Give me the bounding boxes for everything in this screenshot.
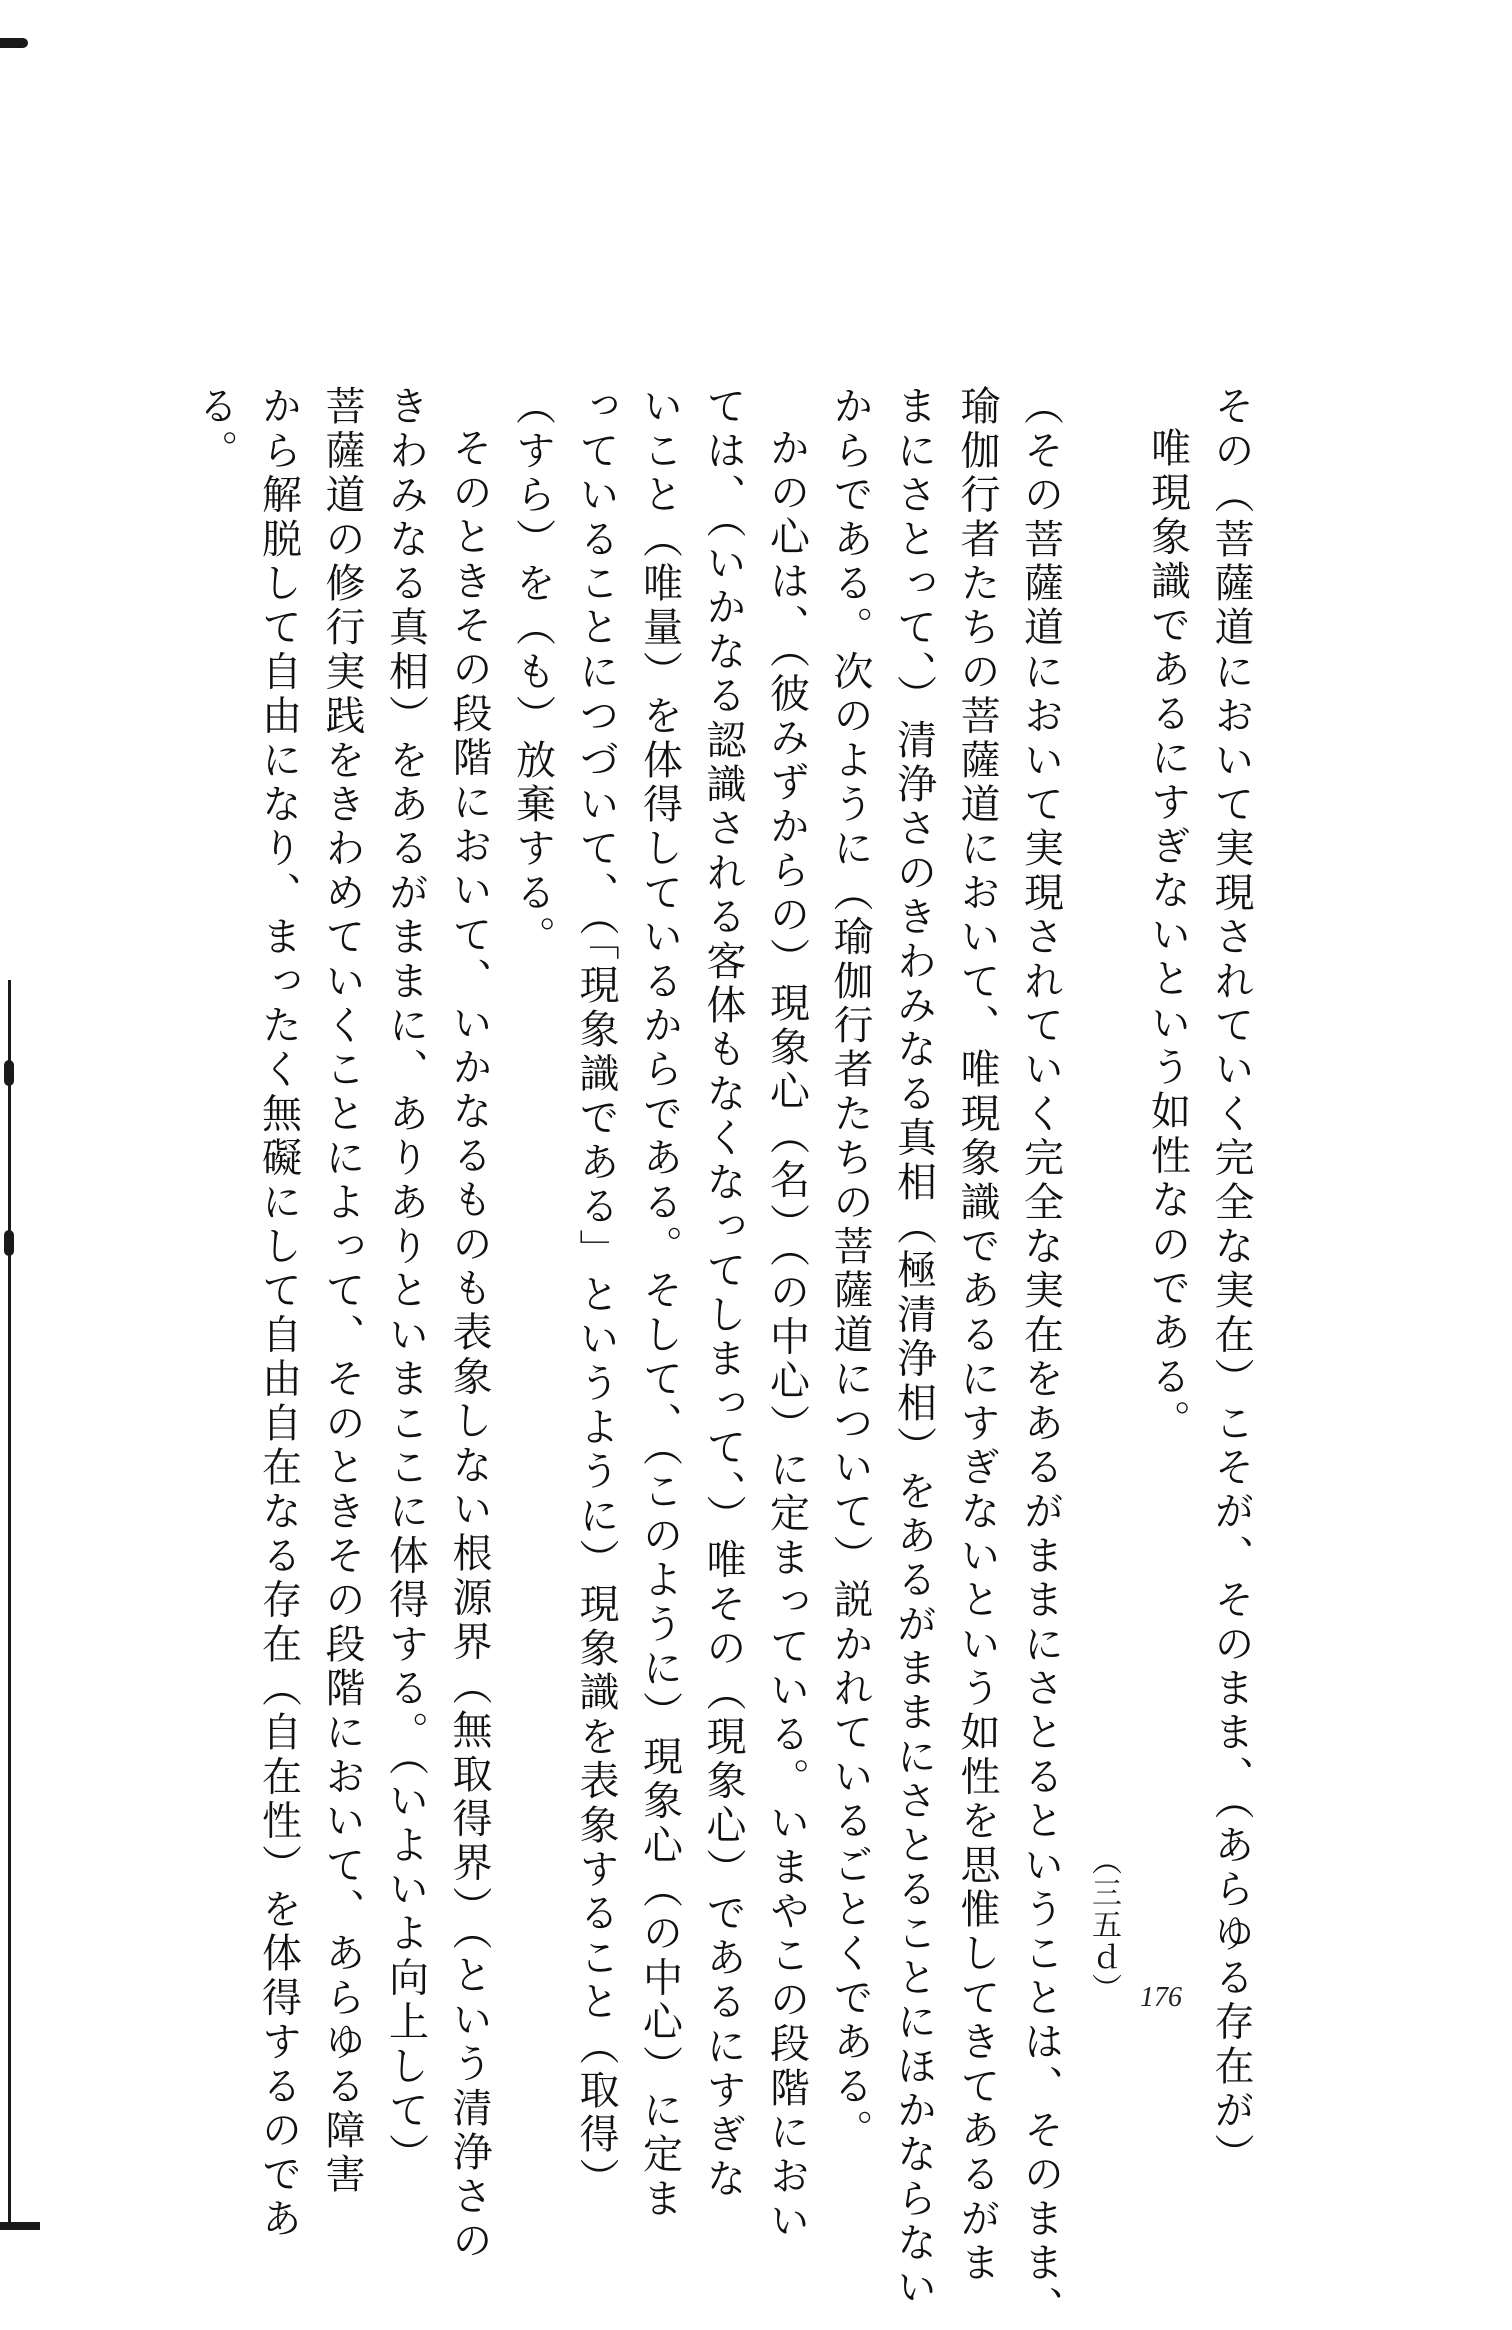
- text-line: いこと（唯量）を体得しているからである。そして、（このように）現象心（の中心）に定ま: [636, 385, 683, 2222]
- text-line: から解脱して自由になり、まったく無礙にして自由自在なる存在（自在性）を体得するのであ: [255, 385, 302, 2242]
- scan-edge-knob: [4, 1060, 14, 1086]
- text-line: そのときその段階において、いかなるものも表象しない根源界（無取得界）（という清浄さの: [446, 427, 492, 2264]
- text-line: きわみなる真相）をあるがままに、ありありといまここに体得する。（いよいよ向上して）: [382, 385, 429, 2178]
- text-line: その（菩薩道において実現されていく完全な実在）こそが、そのまま、（あらゆる存在が）: [1208, 385, 1254, 2178]
- page-number: 176: [1140, 1982, 1182, 2013]
- text-line: かの心は、（彼みずからの）現象心（名）（の中心）に定まっている。いまやこの段階におい: [763, 427, 810, 2244]
- text-line: まにさとって、）清浄さのきわみなる真相（極清浄相）をあるがままにさとることにほかならない: [890, 385, 937, 2310]
- text-line: 菩薩道の修行実践をきわめていくことによって、そのときその段階において、あらゆる障害: [319, 385, 365, 2198]
- scan-edge-knob: [4, 1230, 14, 1256]
- text-line: 瑜伽行者たちの菩薩道において、唯現象識であるにすぎないという如性を思惟してきてあるがま: [954, 385, 1000, 2286]
- text-line: っていることにつづいて、（「現象識である」というように）現象識を表象すること（取得）: [573, 385, 619, 2202]
- scan-edge-mark-bottom: [0, 2222, 40, 2230]
- text-line: （その菩薩道において実現されていく完全な実在をあるがままにさとるということは、そのまま、: [1017, 385, 1064, 2330]
- verse-reference: （三五ｄ）: [1086, 1845, 1121, 2005]
- text-line: （すら）を（も）放棄する。: [509, 385, 556, 960]
- text-line: からである。次のように（瑜伽行者たちの菩薩道について）説かれているごとくである。: [827, 385, 873, 2153]
- text-line: る。: [192, 385, 238, 474]
- scan-edge-line: [8, 980, 11, 2230]
- scan-edge-mark-top: [0, 38, 28, 48]
- text-line: ては、（いかなる認識される客体もなくなってしまって、）唯その（現象心）であるにすぎな: [700, 385, 746, 2202]
- text-line: 唯現象識であるにすぎないという如性なのである。: [1144, 427, 1191, 1444]
